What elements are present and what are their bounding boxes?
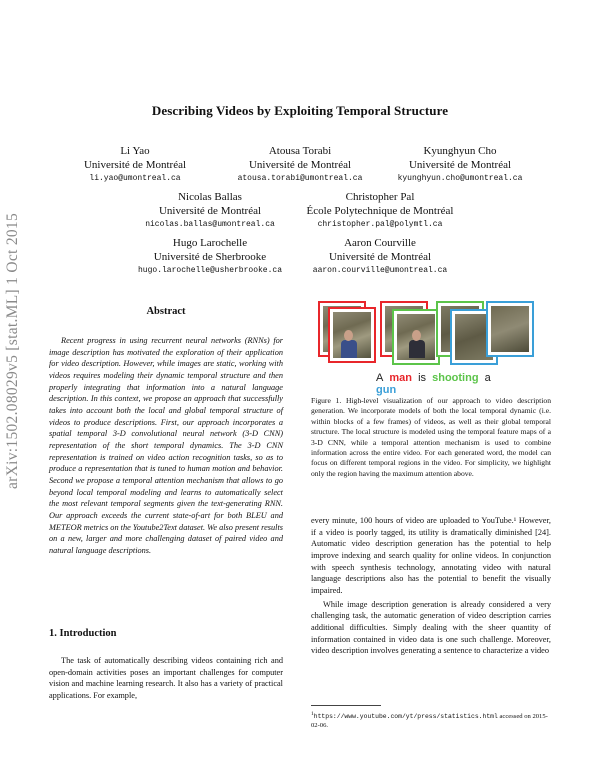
figure-word: a: [484, 372, 491, 384]
author-email[interactable]: christopher.pal@polymtl.ca: [317, 220, 443, 229]
author-email[interactable]: aaron.courville@umontreal.ca: [312, 266, 448, 275]
author-block: [290, 190, 470, 231]
author-affiliation: Université de Montréal: [328, 251, 432, 263]
author-block: [380, 144, 540, 185]
footnote-text: accessed on 2015-02-06.: [311, 713, 548, 730]
video-frame: [328, 307, 376, 363]
author-email[interactable]: kyunghyun.cho@umontreal.ca: [397, 174, 523, 183]
author-name: Kyunghyun Cho: [423, 145, 497, 157]
author-email[interactable]: atousa.torabi@umontreal.ca: [237, 174, 363, 183]
author-name: Aaron Courville: [344, 237, 416, 249]
figure-1-image: [318, 297, 534, 375]
author-affiliation: École Polytechnique de Montréal: [306, 205, 454, 217]
figure-word: man: [389, 372, 413, 384]
arxiv-stamp: arXiv:1502.08029v5 [stat.ML] 1 Oct 2015: [4, 212, 21, 489]
author-email[interactable]: li.yao@umontreal.ca: [89, 174, 181, 183]
body-paragraph: While image description generation is already considered a very challenging task, the automatic generation of video description carries additional difficulties. Simply dealing with the sheer quantity of information contained in video data is one such challenge. Moreover, video description involves generating a sentence to characterize a video: [311, 599, 551, 656]
paper-title: Describing Videos by Exploiting Temporal Structure: [151, 103, 449, 118]
author-affiliation: Université de Sherbrooke: [153, 251, 267, 263]
figure-word: shooting: [432, 372, 479, 384]
right-column-body: [311, 515, 551, 657]
intro-body: [49, 655, 283, 702]
author-email[interactable]: nicolas.ballas@umontreal.ca: [145, 220, 275, 229]
figure-word: A: [376, 372, 384, 384]
author-block: [120, 236, 300, 277]
author-name: Nicolas Ballas: [178, 191, 242, 203]
abstract-paragraph: Recent progress in using recurrent neural networks (RNNs) for image description has motivated the exploration of their application for video description. However, while images are static, working with videos requires modeling their dynamic temporal structure and then properly integrating that information into a natural language description. In this context, we propose an approach that successfully takes into account both the local and global temporal structure of videos to produce descriptions. First, our approach incorporates a spatial temporal 3-D convolutional neural network (3-D CNN) representation of the short temporal dynamics. The 3-D CNN representation is trained on video action recognition tasks, so as to produce a representation that is tuned to human motion and behavior. Second we propose a temporal attention mechanism that allows to go beyond local temporal modeling and learns to automatically select the most relevant temporal segments given the text-generating RNN. Our approach exceeds the current state-of-art for both BLEU and METEOR metrics on the Youtube2Text dataset. We also present results on a new, larger and more challenging dataset of paired video and natural language descriptions.: [49, 336, 283, 555]
footnote-link[interactable]: https://www.youtube.com/yt/press/statistics.html: [313, 713, 498, 721]
video-frame: [392, 309, 440, 365]
author-block: [215, 144, 385, 185]
author-block: [290, 236, 470, 277]
abstract-body: [49, 335, 283, 556]
video-frame: [486, 301, 534, 357]
abstract-heading: Abstract: [146, 306, 186, 317]
footnote: [311, 710, 551, 731]
figure-sentence: [376, 372, 516, 396]
figure-word: is: [418, 372, 427, 384]
footnote-divider: [311, 705, 381, 706]
figure-1-caption: Figure 1. High-level visualization of our approach to video description generation. We incorporate models of both the local temporal dynamic (i.e. within blocks of a few frames) of videos, as well as their global temporal structure. The local structure is modeled using the temporal feature maps of a 3-D CNN, while a temporal attention mechanism is used to combine information across the entire video. For each generated word, the model can focus on different temporal regions in the video. For simplicity, we highlight only the region having the maximum attention above.: [311, 396, 551, 478]
author-name: Atousa Torabi: [268, 145, 332, 157]
author-affiliation: Université de Montréal: [408, 159, 512, 171]
author-block: [60, 144, 210, 185]
author-name: Christopher Pal: [345, 191, 415, 203]
figure-word: gun: [376, 384, 397, 396]
author-affiliation: Université de Montréal: [83, 159, 187, 171]
intro-heading: 1. Introduction: [49, 628, 117, 639]
intro-paragraph: The task of automatically describing videos containing rich and open-domain activities poses an important challenges for computer vision and machine learning research. It also has a variety of practical applications. For example,: [49, 656, 283, 700]
body-paragraph: every minute, 100 hours of video are uploaded to YouTube.¹ However, if a video is poorly tagged, its utility is dramatically diminished [24]. Automatic video description generation has the potential to help improve indexing and search quality for online videos. In conjunction with speech synthesis technology, annotating video with natural language descriptions also has the potential to benefit the visually impaired.: [311, 516, 551, 595]
author-email[interactable]: hugo.larochelle@usherbrooke.ca: [137, 266, 283, 275]
author-block: [120, 190, 300, 231]
author-name: Li Yao: [120, 145, 150, 157]
author-affiliation: Université de Montréal: [248, 159, 352, 171]
author-affiliation: Université de Montréal: [158, 205, 262, 217]
author-name: Hugo Larochelle: [172, 237, 248, 249]
footnote-mark: 1: [311, 711, 314, 717]
